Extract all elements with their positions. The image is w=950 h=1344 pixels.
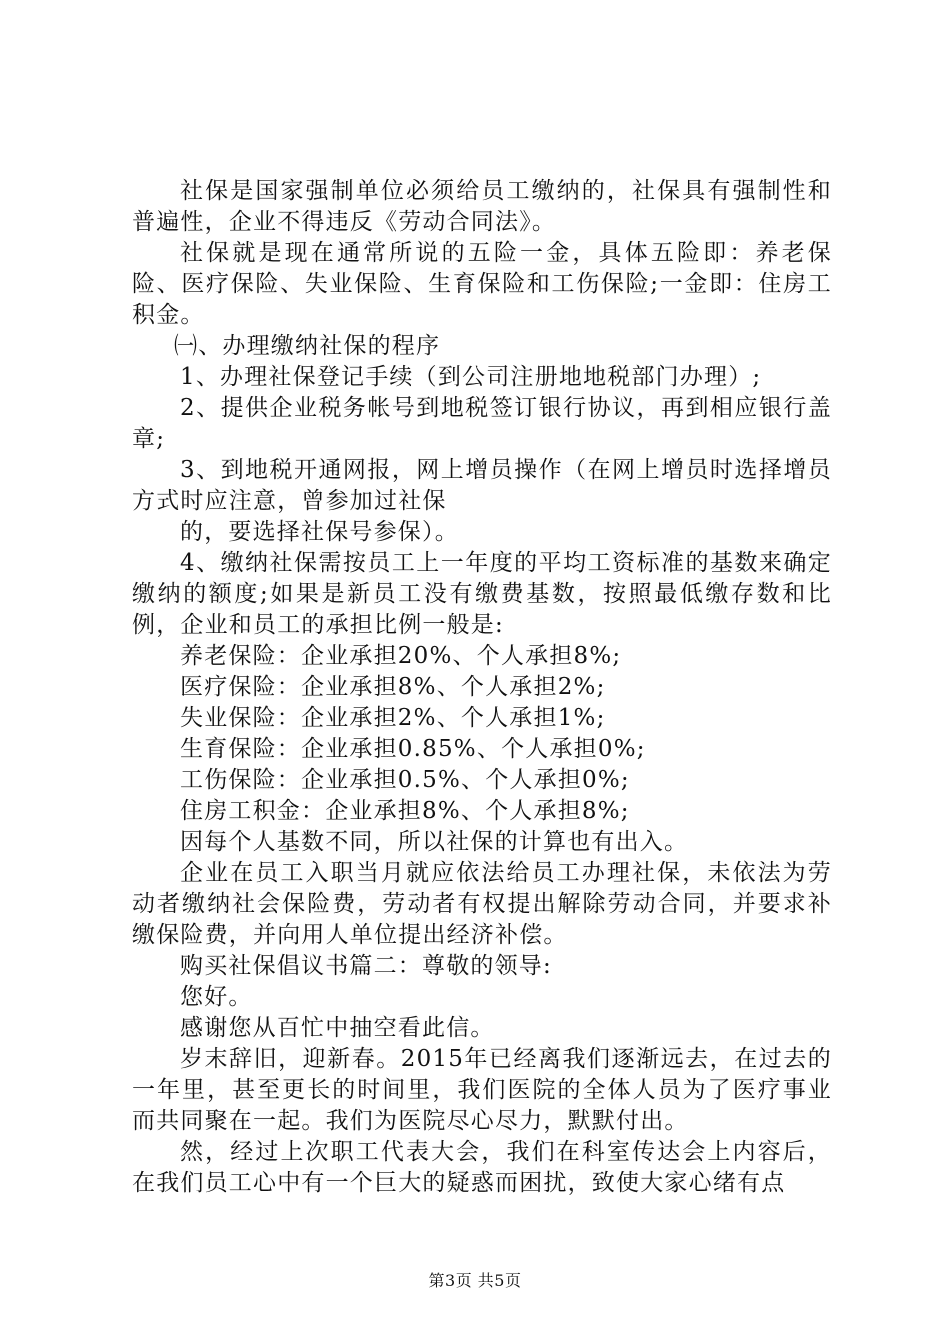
paragraph: 然，经过上次职工代表大会，我们在科室传达会上内容后，在我们员工心中有一个巨大的疑惑而困扰，致使大家心绪有点 [132, 1139, 832, 1196]
page-number-footer: 第3页 共5页 [428, 1271, 522, 1290]
paragraph: 社保是国家强制单位必须给员工缴纳的，社保具有强制性和普遍性，企业不得违反《劳动合同法》。 [132, 178, 832, 235]
rate-line: 住房工积金：企业承担8%、个人承担8%; [180, 798, 630, 824]
rate-line: 养老保险：企业承担20%、个人承担8%; [180, 643, 622, 669]
list-item: 4、缴纳社保需按员工上一年度的平均工资标准的基数来确定缴纳的额度;如果是新员工没有缴费基数，按照最低缴存数和比例，企业和员工的承担比例一般是: [132, 550, 832, 638]
list-item: 2、提供企业税务帐号到地税签订银行协议，再到相应银行盖章; [132, 395, 832, 452]
paragraph: 企业在员工入职当月就应依法给员工办理社保，未依法为劳动者缴纳社会保险费，劳动者有权提出解除劳动合同，并要求补缴保险费，并向用人单位提出经济补偿。 [132, 860, 832, 948]
paragraph: 您好。 [180, 984, 253, 1010]
paragraph: 感谢您从百忙中抽空看此信。 [180, 1015, 495, 1041]
list-item: 3、到地税开通网报，网上增员操作（在网上增员时选择增员方式时应注意，曾参加过社保 [132, 457, 832, 514]
list-item-continuation: 的，要选择社保号参保）。 [180, 519, 459, 545]
paragraph: 岁末辞旧，迎新春。2015年已经离我们逐渐远去，在过去的一年里，甚至更长的时间里，我们医院的全体人员为了医疗事业而共同聚在一起。我们为医院尽心尽力，默默付出。 [132, 1046, 832, 1134]
document-body [132, 176, 832, 1199]
rate-line: 医疗保险：企业承担8%、个人承担2%; [180, 674, 606, 700]
section-heading: ㈠、办理缴纳社保的程序 [174, 333, 441, 359]
rate-line: 工伤保险：企业承担0.5%、个人承担0%; [180, 767, 630, 793]
paragraph: 因每个人基数不同，所以社保的计算也有出入。 [180, 829, 689, 855]
paragraph: 购买社保倡议书篇二：尊敬的领导: [180, 953, 552, 979]
paragraph: 社保就是现在通常所说的五险一金，具体五险即：养老保险、医疗保险、失业保险、生育保险和工伤保险;一金即：住房工积金。 [132, 240, 832, 328]
rate-line: 生育保险：企业承担0.85%、个人承担0%; [180, 736, 646, 762]
rate-line: 失业保险：企业承担2%、个人承担1%; [180, 705, 606, 731]
list-item: 1、办理社保登记手续（到公司注册地地税部门办理）; [180, 364, 762, 390]
